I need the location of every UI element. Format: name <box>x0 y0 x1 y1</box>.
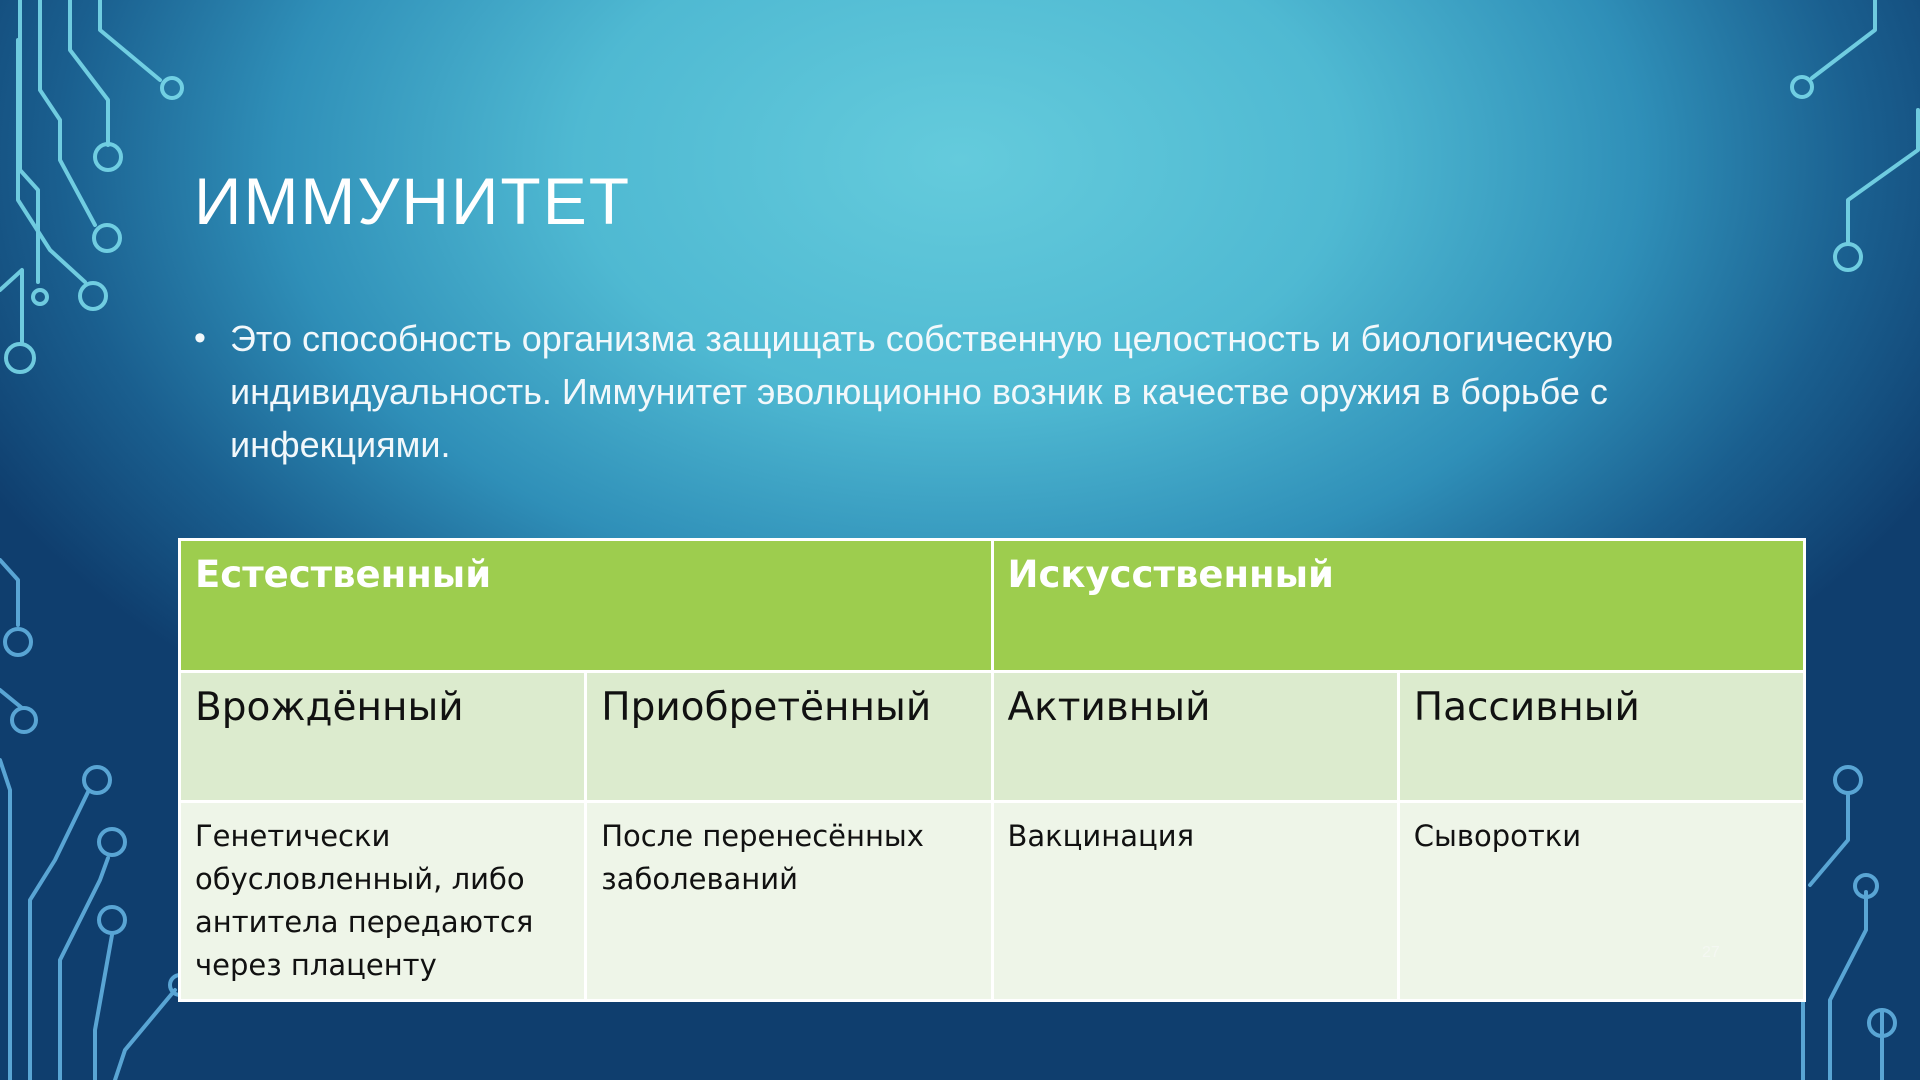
subheader-cell-active: Активный <box>992 672 1398 802</box>
subheader-cell-innate: Врождённый <box>180 672 586 802</box>
slide-title: ИММУНИТЕТ <box>194 164 632 238</box>
body-cell-active: Вакцинация <box>992 802 1398 1001</box>
table-subheader-row <box>180 672 1805 802</box>
bullet-dot-icon: • <box>194 319 206 357</box>
bullet-text: Это способность организма защищать собственную целостность и биологическую индивидуальность. Иммунитет эволюционно возник в качестве оружия в борьбе с инфекциями. <box>230 318 1614 465</box>
immunity-table <box>178 538 1806 1002</box>
subheader-cell-passive: Пассивный <box>1398 672 1804 802</box>
page-number: 27 <box>1702 944 1720 961</box>
bullet-item <box>194 312 1754 471</box>
header-cell-natural: Естественный <box>180 540 993 672</box>
body-cell-passive: Сыворотки <box>1398 802 1804 1001</box>
body-cell-acquired: После перенесённых заболеваний <box>586 802 992 1001</box>
subheader-cell-acquired: Приобретённый <box>586 672 992 802</box>
table-row <box>180 802 1805 1001</box>
header-cell-artificial: Искусственный <box>992 540 1805 672</box>
table-header-row <box>180 540 1805 672</box>
body-cell-innate: Генетически обусловленный, либо антитела передаются через плаценту <box>180 802 586 1001</box>
